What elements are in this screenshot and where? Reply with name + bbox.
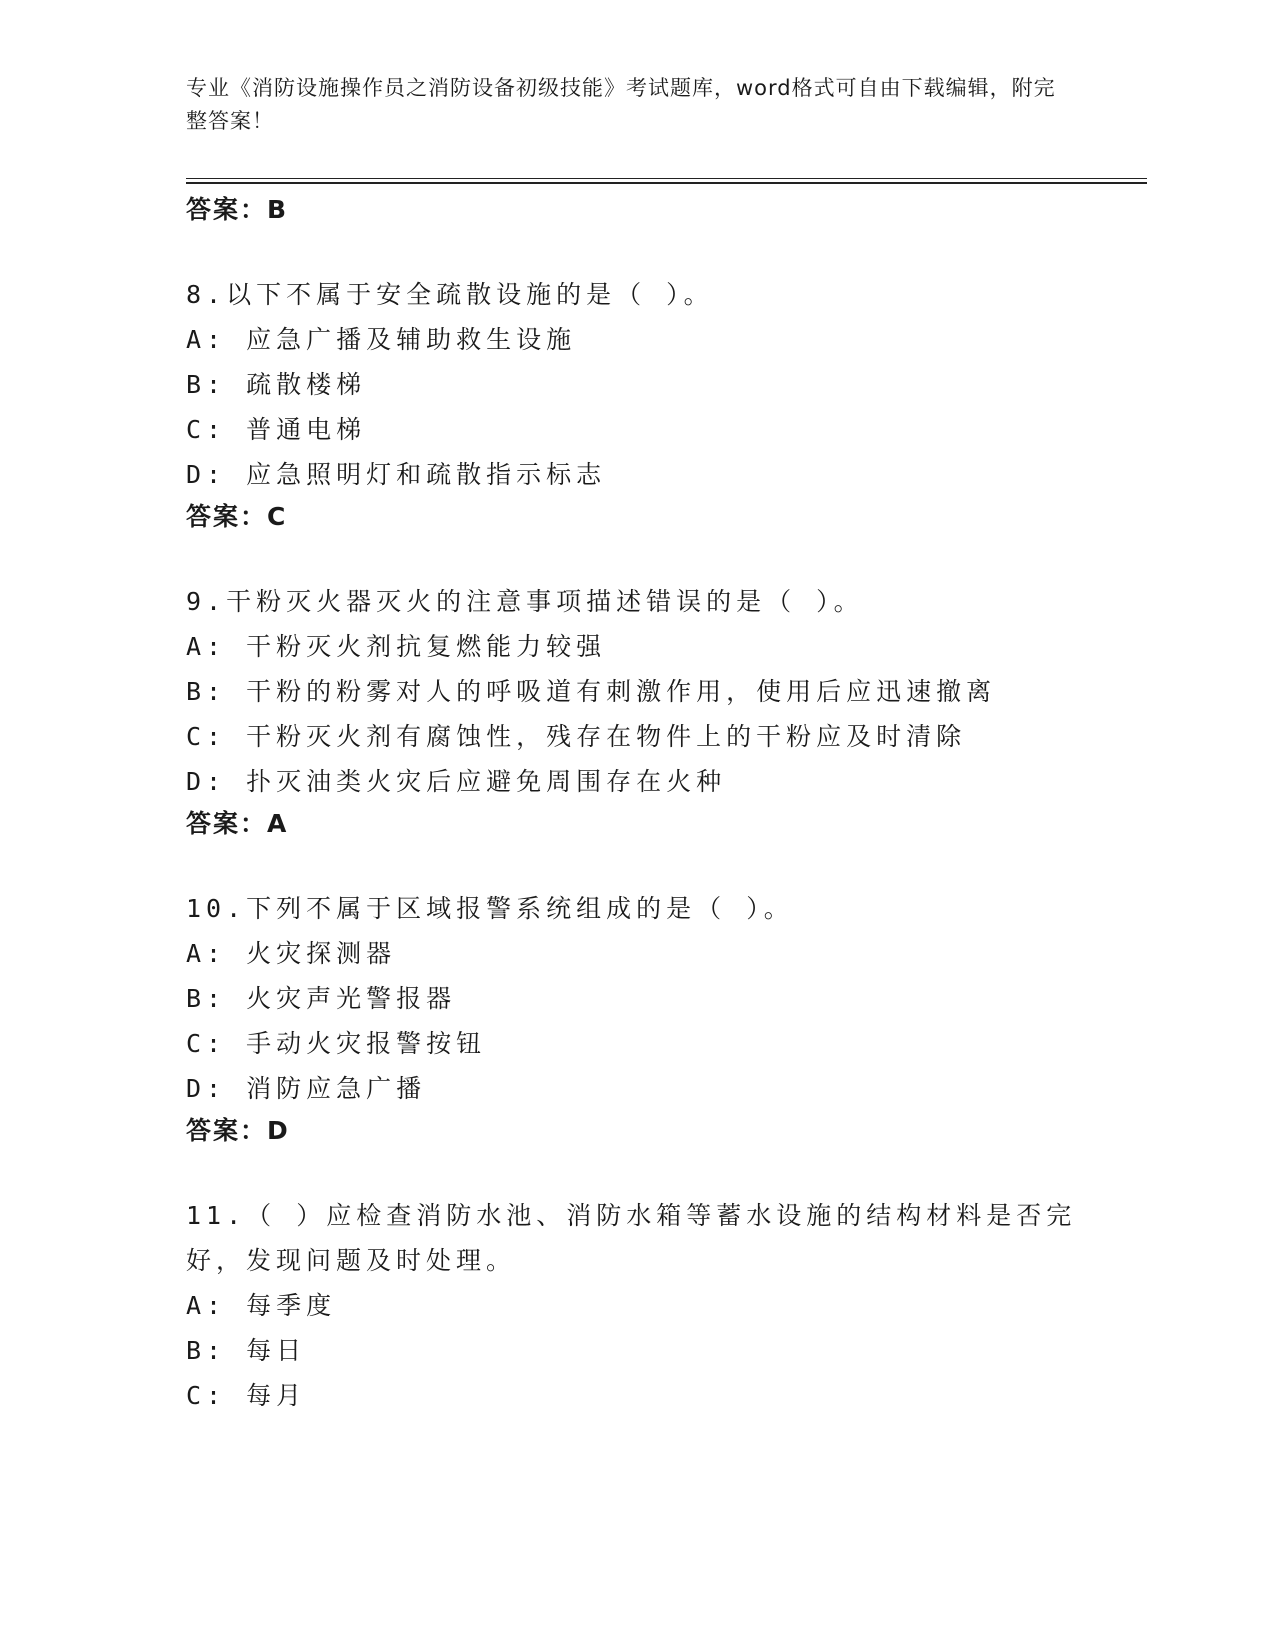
answer-line: 答案：B [186,195,289,224]
question-text: 10.下列不属于区域报警系统组成的是（ ）。 [186,894,794,923]
question-9 [186,579,1086,844]
option-d: D: 消防应急广播 [186,1074,427,1103]
option-c: C: 手动火灾报警按钮 [186,1029,487,1058]
question-8 [186,272,1086,537]
option-b: B: 干粉的粉雾对人的呼吸道有刺激作用，使用后应迅速撤离 [186,677,997,706]
question-text: 9.干粉灭火器灭火的注意事项描述错误的是（ ）。 [186,587,864,616]
option-a: A: 干粉灭火剂抗复燃能力较强 [186,632,607,661]
question-list [186,190,1086,1418]
option-a: A: 应急广播及辅助救生设施 [186,325,577,354]
option-b: B: 每日 [186,1336,307,1365]
question-10 [186,886,1086,1151]
question-text: 8.以下不属于安全疏散设施的是（ ）。 [186,280,714,309]
option-a: A: 火灾探测器 [186,939,397,968]
document-header: 专业《消防设施操作员之消防设备初级技能》考试题库，word格式可自由下载编辑，附完整答案！ [186,76,1056,133]
option-a: A: 每季度 [186,1291,337,1320]
option-d: D: 应急照明灯和疏散指示标志 [186,460,607,489]
header-divider-thin [186,178,1147,179]
option-d: D: 扑灭油类火灾后应避免周围存在火种 [186,767,727,796]
option-c: C: 每月 [186,1381,307,1410]
option-c: C: 普通电梯 [186,415,367,444]
option-c: C: 干粉灭火剂有腐蚀性，残存在物件上的干粉应及时清除 [186,722,967,751]
question-11 [186,1193,1086,1418]
option-b: B: 疏散楼梯 [186,370,367,399]
answer-line: 答案：A [186,809,289,838]
answer-line: 答案：C [186,502,288,531]
question-text: 11.（ ）应检查消防水池、消防水箱等蓄水设施的结构材料是否完好，发现问题及时处理。 [186,1201,1077,1275]
option-b: B: 火灾声光警报器 [186,984,457,1013]
answer-line: 答案：D [186,1116,290,1145]
header-divider-thick [186,182,1147,184]
